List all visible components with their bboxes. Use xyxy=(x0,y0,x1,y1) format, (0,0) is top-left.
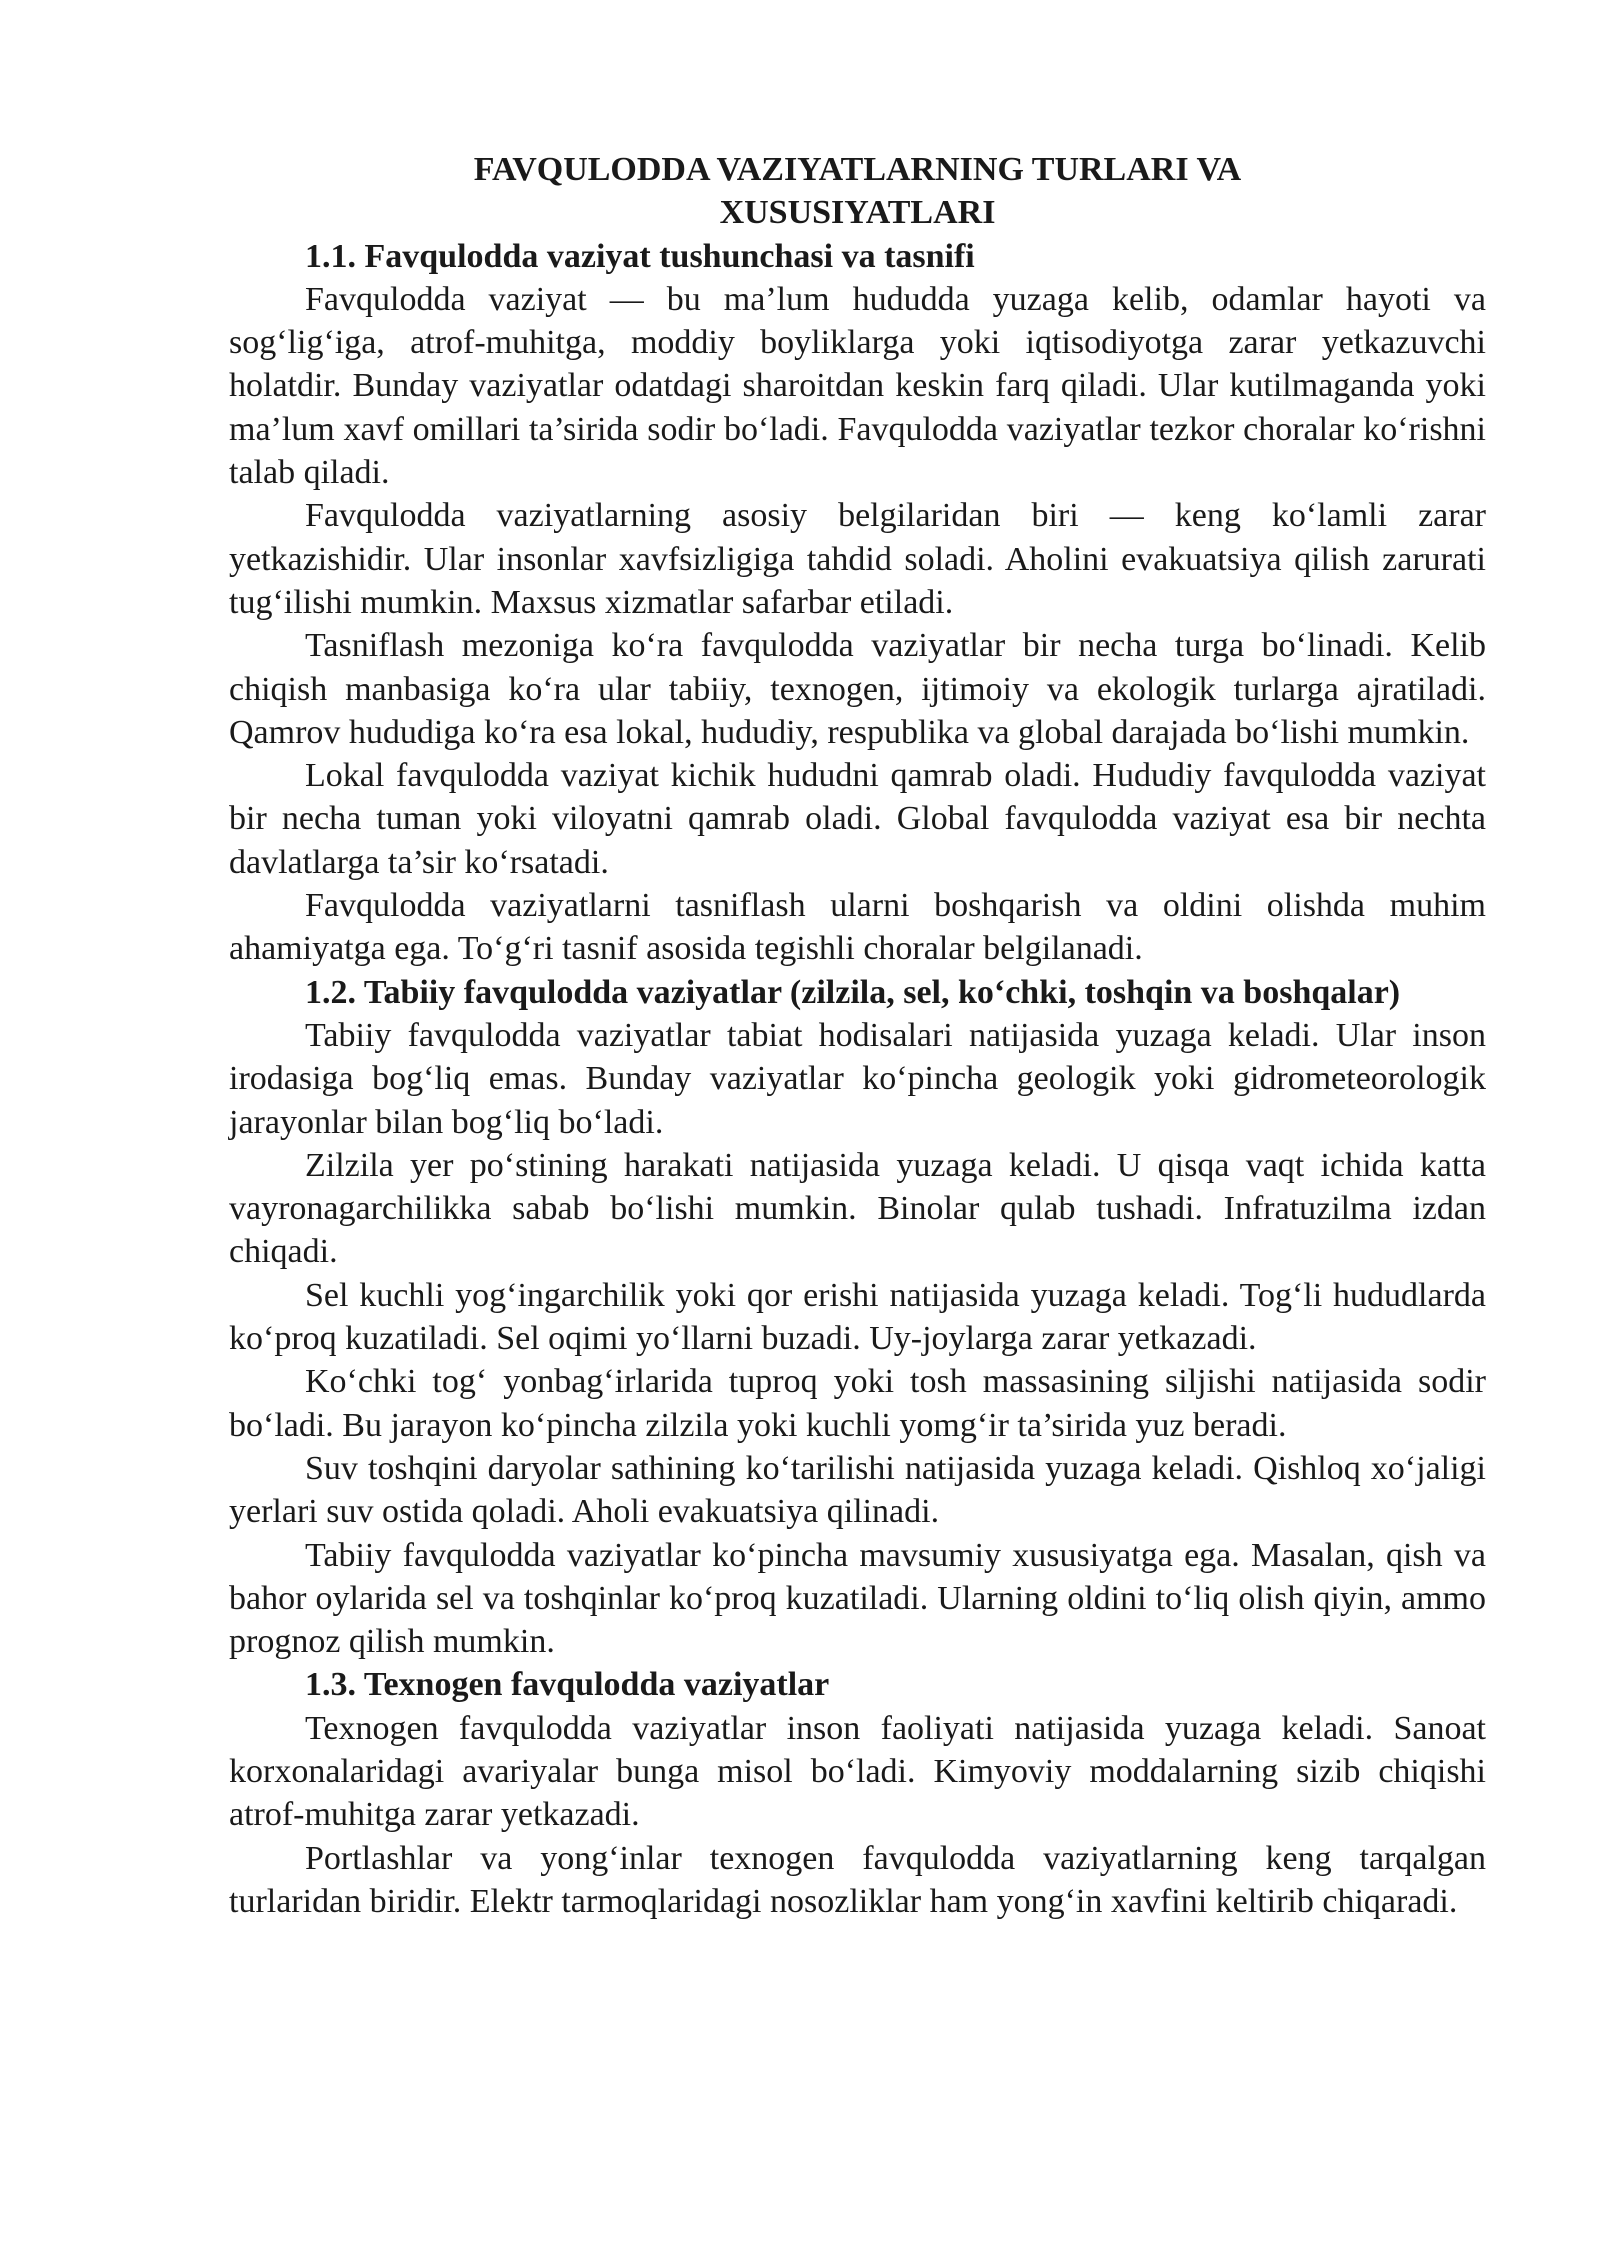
paragraph: Zilzila yer po‘stining harakati natijasida yuzaga keladi. U qisqa vaqt ichida katta vayronagarchilikka sabab bo‘lishi mumkin. Binolar qulab tushadi. Infratuzilma izdan chiqadi. xyxy=(229,1146,1486,1271)
paragraph: Texnogen favqulodda vaziyatlar inson faoliyati natijasida yuzaga keladi. Sanoat korxonalaridagi avariyalar bunga misol bo‘ladi. Kimyoviy moddalarning sizib chiqishi atrof-muhitga zarar yetkazadi. xyxy=(229,1709,1486,1834)
paragraph: Ko‘chki tog‘ yonbag‘irlarida tuproq yoki tosh massasining siljishi natijasida sodir bo‘ladi. Bu jarayon ko‘pincha zilzila yoki kuchli yomg‘ir ta’sirida yuz beradi. xyxy=(229,1363,1486,1444)
paragraph: Tabiiy favqulodda vaziyatlar tabiat hodisalari natijasida yuzaga keladi. Ular inson irodasiga bog‘liq emas. Bunday vaziyatlar ko‘pincha geologik yoki gidrometeorologik jarayonlar bilan bog‘liq bo‘ladi. xyxy=(229,1016,1486,1141)
section-heading: 1.1. Favqulodda vaziyat tushunchasi va tasnifi xyxy=(305,237,975,275)
paragraph: Favqulodda vaziyatlarni tasniflash ularni boshqarish va oldini olishda muhim ahamiyatga ega. To‘g‘ri tasnif asosida tegishli choralar belgilanadi. xyxy=(229,887,1486,968)
paragraph: Sel kuchli yog‘ingarchilik yoki qor erishi natijasida yuzaga keladi. Tog‘li hududlarda ko‘proq kuzatiladi. Sel oqimi yo‘llarni buzadi. Uy-joylarga zarar yetkazadi. xyxy=(229,1276,1486,1358)
document-page xyxy=(229,148,1486,1923)
document-title: FAVQULODDA VAZIYATLARNING TURLARI VA XUSUSIYATLARI xyxy=(473,151,1242,232)
section-heading: 1.3. Texnogen favqulodda vaziyatlar xyxy=(305,1666,830,1704)
paragraph: Tabiiy favqulodda vaziyatlar ko‘pincha mavsumiy xususiyatga ega. Masalan, qish va bahor oylarida sel va toshqinlar ko‘proq kuzatiladi. Ularning oldini to‘liq olish qiyin, ammo prognoz qilish mumkin. xyxy=(229,1536,1486,1661)
paragraph: Tasniflash mezoniga ko‘ra favqulodda vaziyatlar bir necha turga bo‘linadi. Kelib chiqish manbasiga ko‘ra ular tabiiy, texnogen, ijtimoiy va ekologik turlarga ajratiladi. Qamrov hududiga ko‘ra esa lokal, hududiy, respublika va global darajada bo‘lishi mumkin. xyxy=(229,627,1486,751)
section-heading: 1.2. Tabiiy favqulodda vaziyatlar (zilzila, sel, ko‘chki, toshqin va boshqalar) xyxy=(305,973,1401,1011)
paragraph: Favqulodda vaziyatlarning asosiy belgilaridan biri — keng ko‘lamli zarar yetkazishidir. Ular insonlar xavfsizligiga tahdid soladi. Aholini evakuatsiya qilish zarurati tug‘ilishi mumkin. Maxsus xizmatlar safarbar etiladi. xyxy=(229,497,1486,621)
paragraph: Suv toshqini daryolar sathining ko‘tarilishi natijasida yuzaga keladi. Qishloq xo‘jaligi yerlari suv ostida qoladi. Aholi evakuatsiya qilinadi. xyxy=(229,1449,1486,1531)
paragraph: Favqulodda vaziyat — bu ma’lum hududda yuzaga kelib, odamlar hayoti va sog‘lig‘iga, atrof-muhitga, moddiy boyliklarga yoki iqtisodiyotga zarar yetkazuvchi holatdir. Bunday vaziyatlar odatdagi sharoitdan keskin farq qiladi. Ular kutilmaganda yoki ma’lum xavf omillari ta’sirida sodir bo‘ladi. Favqulodda vaziyatlar tezkor choralar ko‘rishni talab qiladi. xyxy=(229,280,1486,492)
paragraph: Lokal favqulodda vaziyat kichik hududni qamrab oladi. Hududiy favqulodda vaziyat bir necha tuman yoki viloyatni qamrab oladi. Global favqulodda vaziyat esa bir nechta davlatlarga ta’sir ko‘rsatadi. xyxy=(229,757,1486,881)
paragraph: Portlashlar va yong‘inlar texnogen favqulodda vaziyatlarning keng tarqalgan turlaridan biridir. Elektr tarmoqlaridagi nosozliklar ham yong‘in xavfini keltirib chiqaradi. xyxy=(229,1839,1486,1920)
